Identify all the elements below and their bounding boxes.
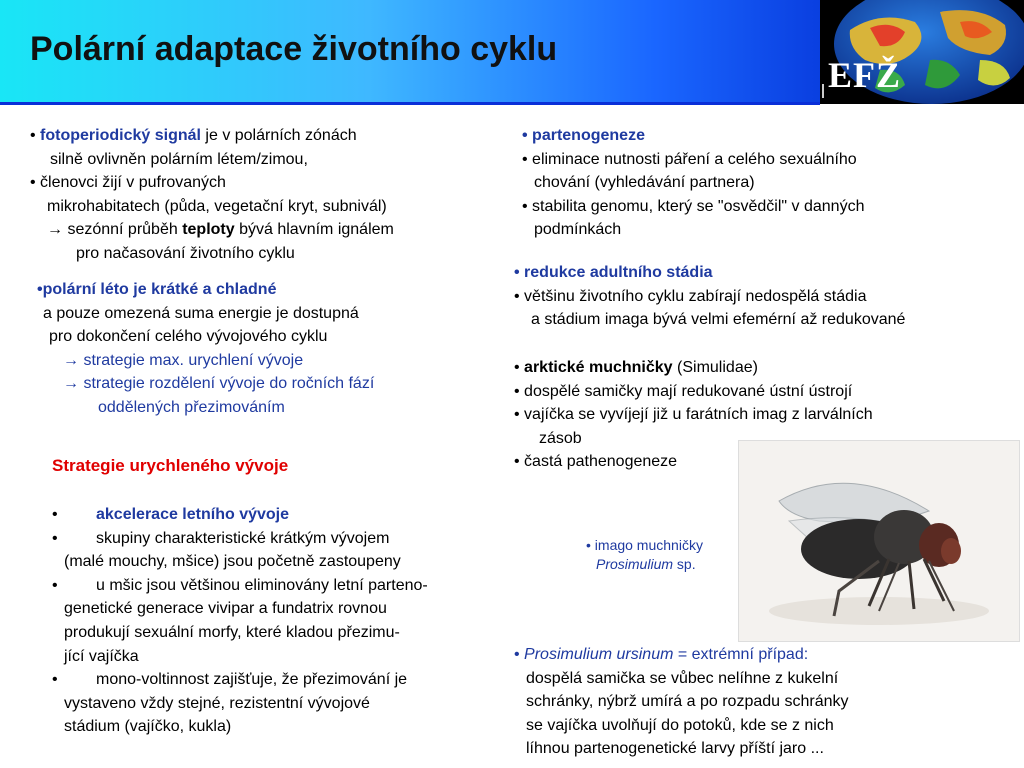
simulidae-heading: • arktické muchničky (Simulidae): [514, 359, 758, 376]
adult-reduction-heading: • redukce adultního stádia: [514, 264, 713, 281]
summer-line-3: pro dokončení celého vývojového cyklu: [49, 328, 328, 346]
strategy-item-3: • u mšic jsou většinou eliminovány letní parteno-: [52, 576, 428, 594]
logo-marker: [822, 84, 824, 98]
strategy-heading: Strategie urychleného vývoje: [52, 456, 289, 475]
photo-caption: • imago muchničky Prosimulium sp.: [586, 537, 703, 572]
strategy-item-1: • akcelerace letního vývoje: [52, 506, 289, 523]
intro-line-6: pro načasování životního cyklu: [76, 244, 295, 262]
intro-line-5: → sezónní průběh teploty bývá hlavním ignálem: [47, 221, 394, 239]
summer-strategy-1: → strategie max. urychlení vývoje: [63, 351, 304, 369]
intro-block: [30, 124, 394, 266]
parthenogenesis-heading: • partenogeneze: [522, 127, 645, 144]
logo-text: EFŽ: [828, 55, 902, 95]
fly-photo: [738, 440, 1020, 642]
header-banner: [0, 0, 820, 104]
summer-line-6: oddělených přezimováním: [98, 398, 285, 416]
ursinum-heading: • Prosimulium ursinum = extrémní případ:: [514, 646, 809, 663]
intro-line-4: mikrohabitatech (půda, vegetační kryt, subnivál): [47, 197, 387, 215]
arrow-icon: →: [63, 375, 79, 393]
parthenogenesis-block: • partenogeneze • eliminace nutnosti páření a celého sexuálního chování (vyhledávání partnera) • stabilita genomu, který se "osvědčil" v danných podmínkách: [522, 124, 864, 242]
strategy-list: • akcelerace letního vývoje • skupiny charakteristické krátkým vývojem (malé mouchy, mšice) jsou početně zastoupeny • u mšic jsou většinou eliminovány letní parteno- genetické generace vivipar a fundatrix rovnou produkují sexuální morfy, které kladou přezimu- jící vajíčka • mono-voltinnost zajišťuje, že přezimování je vystaveno vždy stejné, rezistentní vývojové stádium (vajíčko, kukla): [52, 503, 428, 739]
intro-line-2: silně ovlivněn polárním létem/zimou,: [50, 150, 308, 168]
intro-line-1: • fotoperiodický signál je v polárních zónách: [30, 127, 357, 144]
page-title: Polární adaptace životního cyklu: [30, 30, 558, 68]
header-divider: [0, 102, 820, 105]
simulidae-block: • arktické muchničky (Simulidae) • dospělé samičky mají redukované ústní ústrojí • vajíčka se vyvíjejí již u farátních imag z larválních zásob • častá pathenogeneze: [514, 356, 873, 474]
logo: [820, 0, 1024, 104]
arrow-icon: →: [63, 351, 79, 369]
adult-reduction-block: • redukce adultního stádia • většinu životního cyklu zabírají nedospělá stádia a stádium imaga bývá velmi efemérní až redukované: [514, 261, 905, 332]
term-photoperiod: fotoperiodický signál: [40, 127, 201, 144]
strategy-item-2: • skupiny charakteristické krátkým vývojem: [52, 529, 390, 547]
arrow-icon: →: [47, 221, 63, 239]
intro-line-3: • členovci žijí v pufrovaných: [30, 174, 226, 192]
summer-block: [37, 278, 374, 420]
fly-icon: [739, 441, 1019, 641]
summer-strategy-2: → strategie rozdělení vývoje do ročních fází: [63, 375, 375, 393]
ursinum-block: • Prosimulium ursinum = extrémní případ: dospělá samička se vůbec nelíhne z kukelní schránky, nýbrž umírá a po rozpadu schránky se vajíčka uvolňují do potoků, kde se z nich líhnou partenogenetické larvy příští jaro ...: [514, 643, 849, 761]
summer-heading: •polární léto je krátké a chladné: [37, 281, 277, 298]
strategy-item-4: • mono-voltinnost zajišťuje, že přezimování je: [52, 671, 408, 689]
summer-line-2: a pouze omezená suma energie je dostupná: [43, 304, 359, 322]
